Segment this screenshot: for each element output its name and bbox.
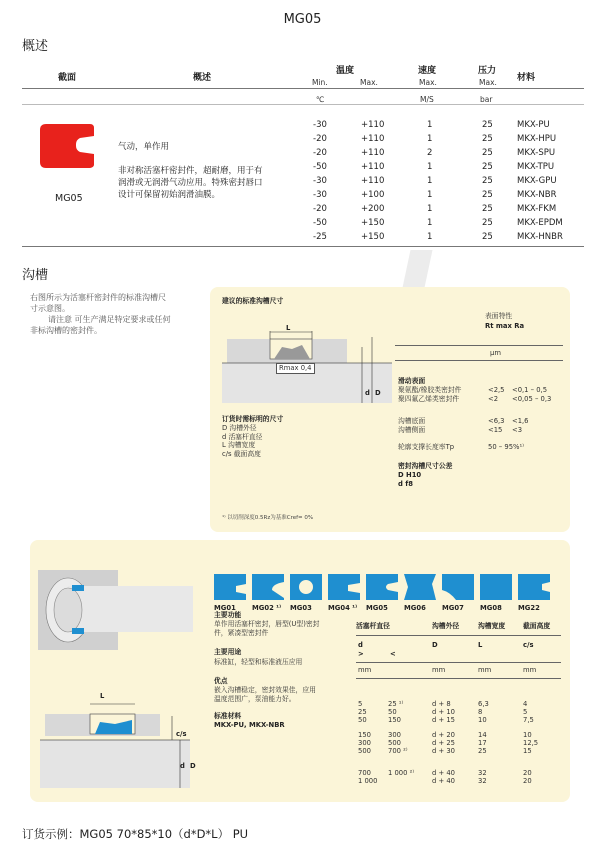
row-material: MKX-EPDM: [517, 218, 563, 228]
unit-speed: M/S: [420, 95, 434, 104]
row-material: MKX-PU: [517, 120, 550, 130]
row-min: -25: [313, 232, 327, 242]
p2-row-cs: 15: [523, 747, 532, 755]
profile-label: MG03: [290, 604, 312, 612]
profile-label: MG05: [55, 193, 83, 204]
profile-label: MG01: [214, 604, 236, 612]
func-text: 单作用活塞杆密封，唇型(U型)密封 件，紧凑型密封件: [214, 620, 320, 637]
p2-row-cs: 20: [523, 769, 532, 777]
row-max: +200: [361, 204, 385, 214]
profile-selection-panel: [30, 540, 570, 802]
row-speed: 1: [427, 176, 433, 186]
row-material: MKX-FKM: [517, 204, 557, 214]
row-min: -30: [313, 176, 327, 186]
diag1-L: L: [286, 324, 291, 332]
unit-temp: ℃: [316, 95, 325, 104]
p2-row-L: 10: [478, 716, 487, 724]
p2-row-D: d + 8: [432, 700, 451, 708]
groove-dimensions-panel: [210, 287, 570, 532]
surface-label: 表面特性: [485, 312, 513, 320]
p2-row-from: 700: [358, 769, 371, 777]
p2-row-D: d + 10: [432, 708, 455, 716]
adv-title: 优点: [214, 677, 228, 685]
row-speed: 1: [427, 162, 433, 172]
sub-L: L: [478, 641, 483, 649]
sub-cs: c/s: [523, 641, 534, 649]
sub-max: Max.: [360, 78, 378, 87]
row-pressure: 25: [482, 190, 493, 200]
rod-diagram-icon: [38, 570, 193, 650]
row-min: -50: [313, 162, 327, 172]
p2-row-D: d + 30: [432, 747, 455, 755]
row-pressure: 25: [482, 232, 493, 242]
profile-mg03-icon: [288, 570, 324, 604]
groove-intro: 右图所示为活塞杆密封件的标准沟槽尺 寸示意图。 请注意 可生产满足特定要求或任何 非标沟槽的密封件。: [30, 293, 171, 335]
p2-row-L: 17: [478, 739, 487, 747]
p2-row-L: 32: [478, 777, 487, 785]
col-desc: 概述: [193, 73, 212, 83]
row-speed: 1: [427, 190, 433, 200]
profile-mg04-icon: [326, 570, 362, 604]
sliding-row-label: 聚四氟乙烯类密封件: [398, 395, 460, 403]
tolerance-d: d f8: [398, 480, 413, 488]
sliding-row-label: 聚氨酯/橡胶类密封件: [398, 386, 462, 394]
groove-row-ra: <1,6: [512, 417, 529, 425]
order-dims-title: 订货时需标明的尺寸: [222, 415, 284, 423]
sliding-row-ra: <0,1 – 0,5: [512, 386, 548, 394]
unit-pressure: bar: [480, 95, 493, 104]
diag1-rmax: Rmax 0,4: [276, 363, 315, 374]
sub-D: D: [432, 641, 438, 649]
unit-d: mm: [358, 666, 372, 674]
p2-row-to: 1 000 ²⁾: [388, 769, 415, 777]
row-max: +110: [361, 120, 385, 130]
sliding-row-rt: <2,5: [488, 386, 505, 394]
order-dims-list: D 沟槽外径 d 活塞杆直径 L 沟槽宽度 c/s 截面高度: [222, 424, 263, 458]
page-title: MG05: [283, 12, 322, 27]
groove-diagram-2: [40, 700, 190, 790]
col-material: 材料: [517, 73, 536, 83]
unit-cs: mm: [523, 666, 537, 674]
row-min: -20: [313, 148, 327, 158]
col-section-h: 截面高度: [523, 622, 551, 630]
profile-mg08-icon: [478, 570, 514, 604]
row-min: -30: [313, 190, 327, 200]
profile-label: MG04 ¹⁾: [328, 604, 358, 612]
row-material: MKX-HNBR: [517, 232, 563, 242]
groove-row-rt: <6,3: [488, 417, 505, 425]
tolerance-D: D H10: [398, 471, 422, 479]
p2-row-D: d + 40: [432, 769, 455, 777]
profile-mg02-icon: [250, 570, 286, 604]
groove-row-ra: <3: [512, 426, 523, 434]
row-speed: 1: [427, 134, 433, 144]
row-max: +110: [361, 176, 385, 186]
row-pressure: 25: [482, 120, 493, 130]
p2-row-D: d + 15: [432, 716, 455, 724]
row-material: MKX-SPU: [517, 148, 556, 158]
p2-row-to: 500: [388, 739, 401, 747]
sub-pressure-max: Max.: [479, 78, 497, 87]
func-title: 主要功能: [214, 611, 242, 619]
col-width: 沟槽宽度: [478, 622, 506, 630]
unit-D: mm: [432, 666, 446, 674]
mat-title: 标准材料: [214, 712, 242, 720]
diag1-d: d: [365, 389, 370, 397]
col-pressure: 压力: [478, 66, 497, 76]
col-speed: 速度: [418, 66, 437, 76]
row-pressure: 25: [482, 218, 493, 228]
p2-row-from: 300: [358, 739, 371, 747]
p2-row-L: 32: [478, 769, 487, 777]
groove-row-label: 沟槽侧面: [398, 426, 426, 434]
diag1-D: D: [375, 389, 381, 397]
row-pressure: 25: [482, 204, 493, 214]
desc-para: 非对称活塞杆密封件，超耐磨，用于有 润滑或无润滑气动应用。特殊密封唇口 设计可保留初始润滑油膜。: [118, 166, 263, 200]
row-speed: 1: [427, 204, 433, 214]
row-min: -20: [313, 134, 327, 144]
row-material: MKX-NBR: [517, 190, 557, 200]
row-max: +110: [361, 134, 385, 144]
col-temp: 温度: [336, 66, 355, 76]
unit-L: mm: [478, 666, 492, 674]
order-example: 订货示例：MG05 70*85*10（d*D*L） PU: [22, 827, 249, 841]
sub-min: Min.: [312, 78, 328, 87]
row-pressure: 25: [482, 162, 493, 172]
sub-speed-max: Max.: [419, 78, 437, 87]
sliding-row-ra: <0,05 – 0,3: [512, 395, 552, 403]
row-pressure: 25: [482, 134, 493, 144]
p2-row-to: 300: [388, 731, 401, 739]
row-min: -20: [313, 204, 327, 214]
row-material: MKX-HPU: [517, 134, 557, 144]
p2-row-cs: 20: [523, 777, 532, 785]
p2-row-to: 150: [388, 716, 401, 724]
sliding-row-rt: <2: [488, 395, 499, 403]
profile-label: MG06: [404, 604, 426, 612]
profile-label: MG02 ¹⁾: [252, 604, 282, 612]
row-min: -50: [313, 218, 327, 228]
p2-row-L: 6,3: [478, 700, 489, 708]
diag2-d: d: [180, 762, 185, 770]
diag2-cs: c/s: [176, 730, 187, 738]
um-label: μm: [490, 349, 501, 357]
row-speed: 1: [427, 218, 433, 228]
row-pressure: 25: [482, 176, 493, 186]
p2-row-D: d + 20: [432, 731, 455, 739]
diag2-L: L: [100, 692, 105, 700]
overview-heading: 概述: [22, 39, 49, 54]
panel1-footnote: ¹⁾ 以切削深度0.5Rz为基准Cref= 0%: [222, 515, 314, 521]
p2-row-to: 50: [388, 708, 397, 716]
groove-heading: 沟槽: [22, 268, 49, 283]
p2-row-to: 25 ¹⁾: [388, 700, 404, 708]
row-max: +150: [361, 232, 385, 242]
profile-mg06-icon: [402, 570, 438, 604]
mat-text: MKX-PU, MKX-NBR: [214, 721, 285, 729]
p2-row-cs: 5: [523, 708, 528, 716]
sub-gt: >: [358, 650, 364, 658]
row-material: MKX-GPU: [517, 176, 557, 186]
profile-mg01-icon: [212, 570, 248, 604]
row-max: +100: [361, 190, 385, 200]
row-min: -30: [313, 120, 327, 130]
p2-row-L: 14: [478, 731, 487, 739]
p2-row-L: 25: [478, 747, 487, 755]
p2-row-from: 150: [358, 731, 371, 739]
p2-row-from: 25: [358, 708, 367, 716]
p2-row-from: 50: [358, 716, 367, 724]
col-rod: 活塞杆直径: [356, 622, 390, 630]
contact-label: 轮廓支撑长度率Tp: [398, 443, 455, 451]
p2-row-D: d + 40: [432, 777, 455, 785]
p2-row-cs: 12,5: [523, 739, 539, 747]
row-pressure: 25: [482, 148, 493, 158]
p2-row-cs: 4: [523, 700, 528, 708]
p2-row-cs: 7,5: [523, 716, 534, 724]
p2-row-from: 1 000: [358, 777, 378, 785]
desc-line1: 气动，单作用: [118, 142, 170, 152]
row-max: +150: [361, 218, 385, 228]
diag2-D: D: [190, 762, 196, 770]
profile-mg22-icon: [516, 570, 552, 604]
p2-row-from: 500: [358, 747, 371, 755]
profile-label: MG07: [442, 604, 464, 612]
profile-label: MG05: [366, 604, 388, 612]
profile-label: MG08: [480, 604, 502, 612]
col-outer: 沟槽外径: [432, 622, 460, 630]
sub-d: d: [358, 641, 363, 649]
p2-row-cs: 10: [523, 731, 532, 739]
sub-le: <: [390, 650, 396, 658]
row-max: +110: [361, 162, 385, 172]
row-max: +110: [361, 148, 385, 158]
row-speed: 2: [427, 148, 433, 158]
col-section: 截面: [58, 73, 77, 83]
groove-row-rt: <15: [488, 426, 503, 434]
sliding-title: 滑动表面: [398, 377, 426, 385]
groove-row-label: 沟槽底面: [398, 417, 426, 425]
use-text: 标准缸，轻型和标准液压应用: [214, 658, 303, 666]
profile-mg07-icon: [440, 570, 476, 604]
p2-row-L: 8: [478, 708, 483, 716]
adv-text: 嵌入沟槽稳定，密封效果佳，应用 温度范围广，泵油能力好。: [214, 686, 316, 703]
use-title: 主要用途: [214, 648, 242, 656]
row-speed: 1: [427, 232, 433, 242]
profile-label: MG22: [518, 604, 540, 612]
contact-value: 50 – 95%¹⁾: [488, 443, 524, 451]
profile-mg05-icon: [364, 570, 400, 604]
p2-row-D: d + 25: [432, 739, 455, 747]
p2-row-to: 700 ²⁾: [388, 747, 408, 755]
p2-row-from: 5: [358, 700, 363, 708]
row-material: MKX-TPU: [517, 162, 555, 172]
rt-label: Rt max Ra: [485, 322, 525, 330]
tolerance-title: 密封沟槽尺寸公差: [398, 462, 453, 470]
mg05-profile-icon: [36, 120, 96, 172]
panel1-title: 建议的标准沟槽尺寸: [222, 297, 284, 305]
row-speed: 1: [427, 120, 433, 130]
